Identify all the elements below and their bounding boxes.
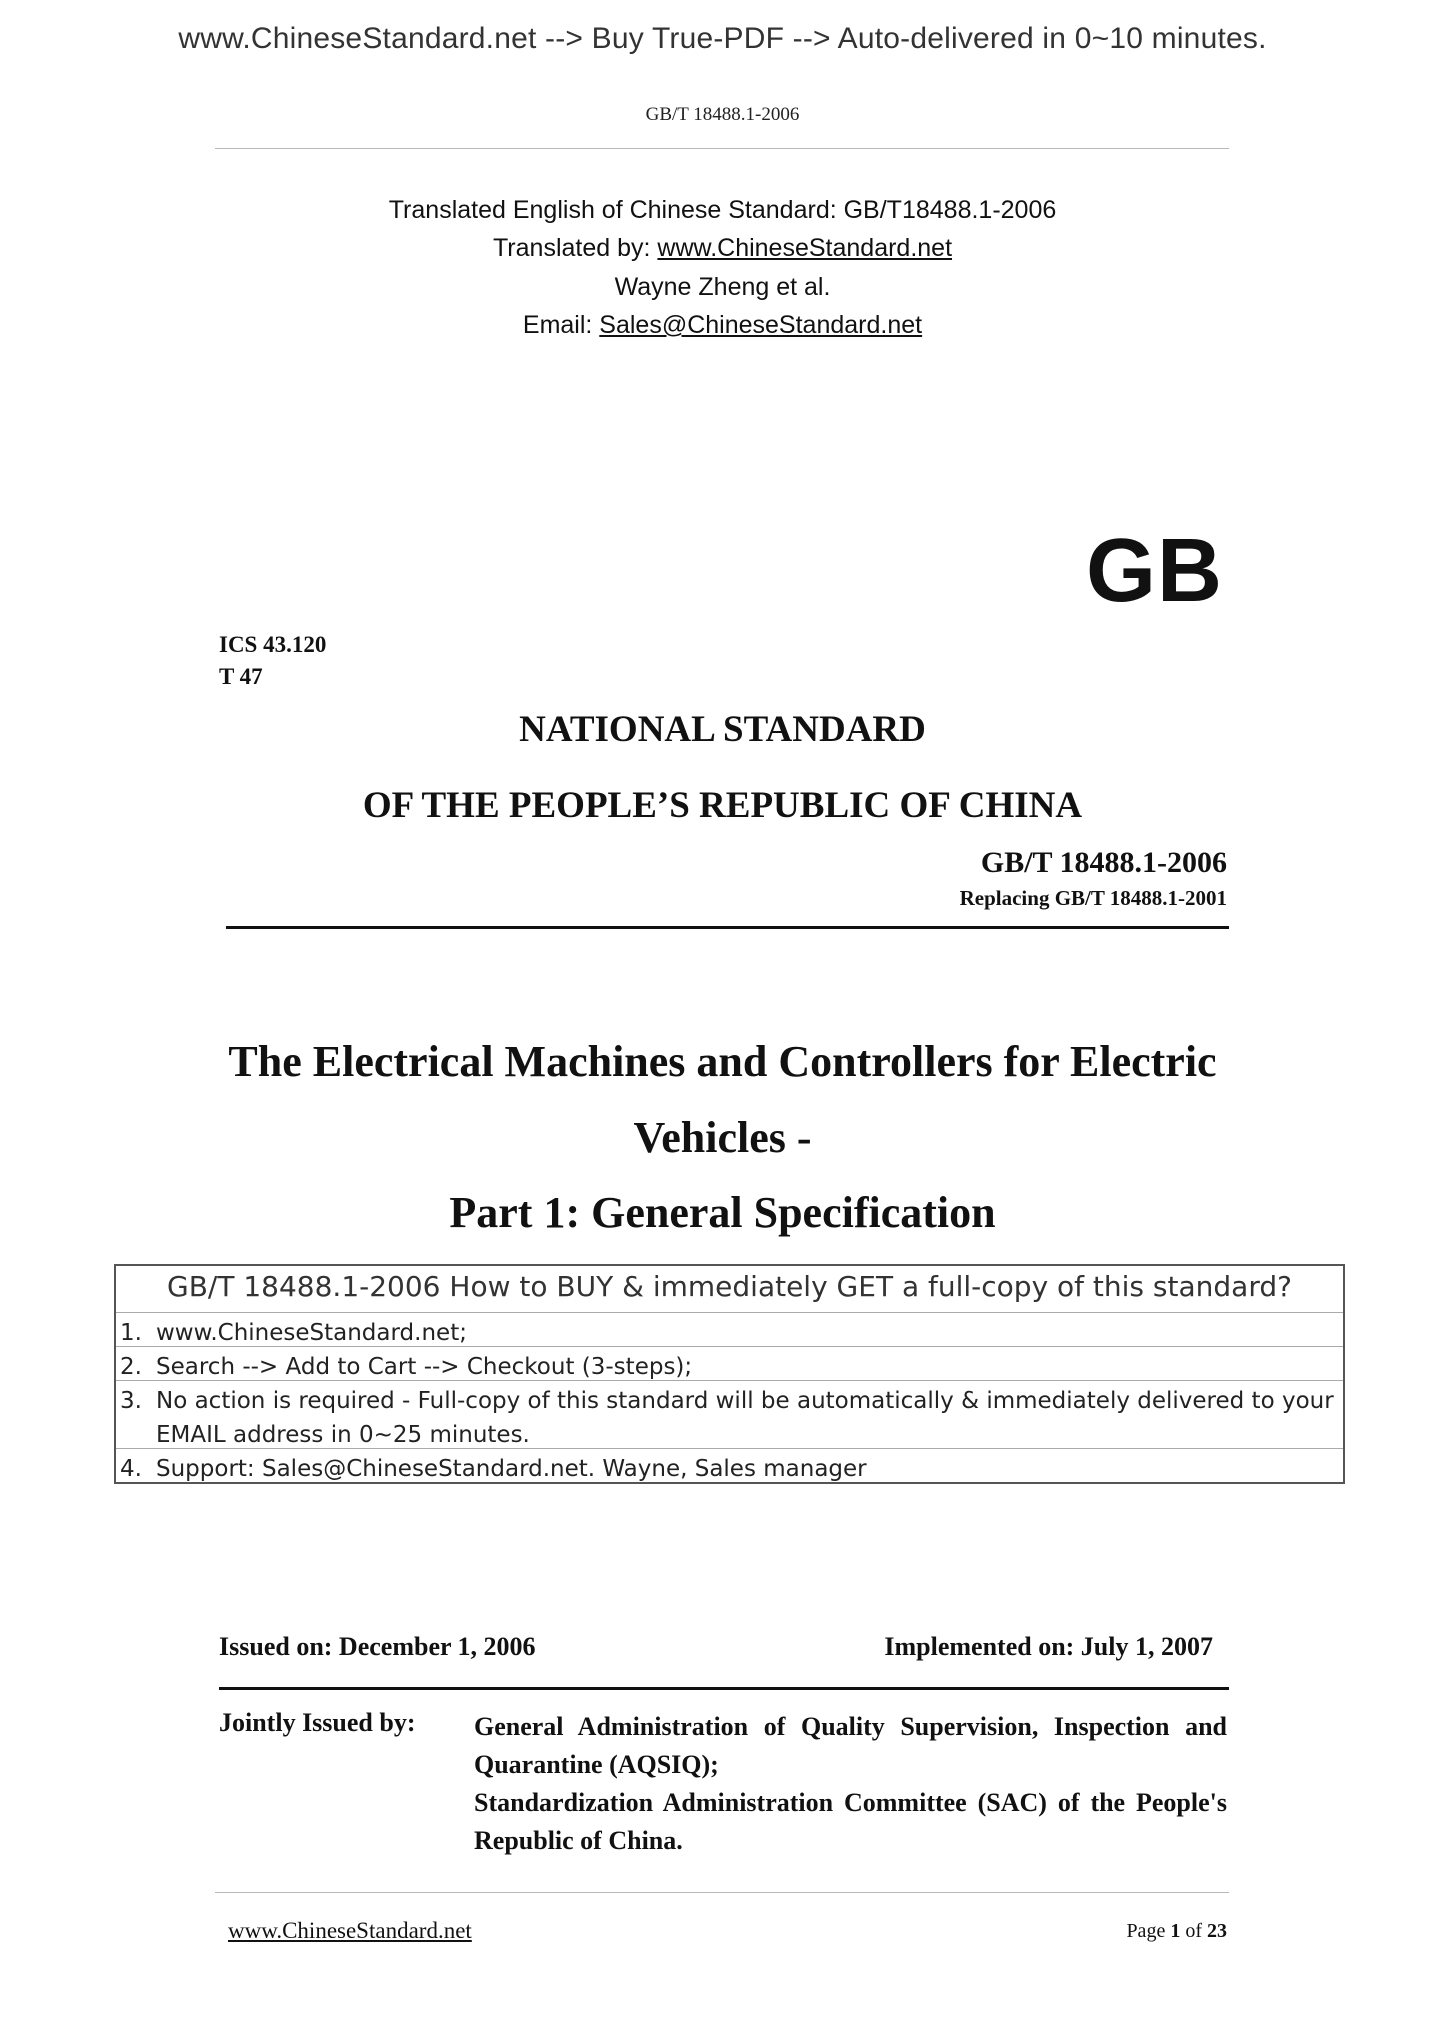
step-text: No action is required - Full-copy of this standard will be automatically & immediately delivered to your EMAIL address in 0~25 minutes. <box>156 1388 1334 1448</box>
issuer-aqsiq: General Administration of Quality Supervision, Inspection and Quarantine (AQSIQ); <box>474 1712 1227 1779</box>
header-doc-code: GB/T 18488.1-2006 <box>645 104 800 125</box>
translation-line: Translated English of Chinese Standard: GB/T18488.1-2006 <box>388 196 1057 224</box>
page-prefix: Page <box>1126 1920 1171 1942</box>
top-banner: www.ChineseStandard.net --> Buy True-PDF --> Auto-delivered in 0~10 minutes. <box>178 22 1267 55</box>
step-number: 3. <box>120 1388 142 1414</box>
step-number: 2. <box>120 1354 142 1380</box>
step-number: 4. <box>120 1456 142 1482</box>
purchase-step <box>116 1346 1343 1380</box>
issuers-list <box>474 1708 1227 1860</box>
footer-link[interactable]: www.ChineseStandard.net <box>228 1918 472 1943</box>
step-text: www.ChineseStandard.net; <box>156 1320 467 1346</box>
translated-by-label: Translated by: <box>492 234 658 262</box>
footer-divider <box>215 1892 1229 1893</box>
t-code: T 47 <box>219 664 263 689</box>
translated-by-line <box>0 234 1445 263</box>
step-number: 1. <box>120 1320 142 1346</box>
translator-link[interactable]: www.ChineseStandard.net <box>657 234 953 262</box>
page-total: 23 <box>1207 1920 1227 1942</box>
national-standard-heading: NATIONAL STANDARD <box>519 709 926 750</box>
document-title-line-1: The Electrical Machines and Controllers for Electric <box>228 1037 1217 1086</box>
jointly-issued-label: Jointly Issued by: <box>219 1708 416 1737</box>
purchase-step <box>116 1448 1343 1482</box>
purchase-info-title: GB/T 18488.1-2006 How to BUY & immediately GET a full-copy of this standard? <box>167 1270 1292 1303</box>
translator-authors: Wayne Zheng et al. <box>614 273 831 301</box>
ics-code: ICS 43.120 <box>219 632 327 657</box>
page-current: 1 <box>1170 1920 1181 1942</box>
page-of: of <box>1180 1920 1207 1942</box>
purchase-step <box>116 1380 1343 1448</box>
implemented-date: Implemented on: July 1, 2007 <box>884 1632 1213 1661</box>
republic-heading: OF THE PEOPLE’S REPUBLIC OF CHINA <box>362 785 1083 826</box>
issue-divider <box>219 1687 1229 1690</box>
standard-code: GB/T 18488.1-2006 <box>980 846 1227 879</box>
title-divider <box>226 926 1229 929</box>
gb-logo: GB <box>1086 521 1223 621</box>
email-link[interactable]: Sales@ChineseStandard.net <box>599 311 923 339</box>
step-text: Search --> Add to Cart --> Checkout (3-steps); <box>156 1354 693 1380</box>
header-divider <box>215 148 1229 149</box>
email-label: Email: <box>522 311 600 339</box>
email-line <box>0 311 1445 340</box>
issuer-sac: Standardization Administration Committee (SAC) of the People's Republic of China. <box>474 1788 1227 1855</box>
document-title-line-3: Part 1: General Specification <box>449 1188 996 1237</box>
step-text: Support: Sales@ChineseStandard.net. Wayne, Sales manager <box>156 1456 867 1482</box>
replacing-note: Replacing GB/T 18488.1-2001 <box>959 886 1227 910</box>
purchase-step <box>116 1312 1343 1346</box>
purchase-info-box <box>114 1264 1345 1484</box>
document-title-line-2: Vehicles - <box>633 1113 812 1162</box>
issued-date: Issued on: December 1, 2006 <box>219 1632 536 1661</box>
page-number <box>1126 1920 1227 1943</box>
